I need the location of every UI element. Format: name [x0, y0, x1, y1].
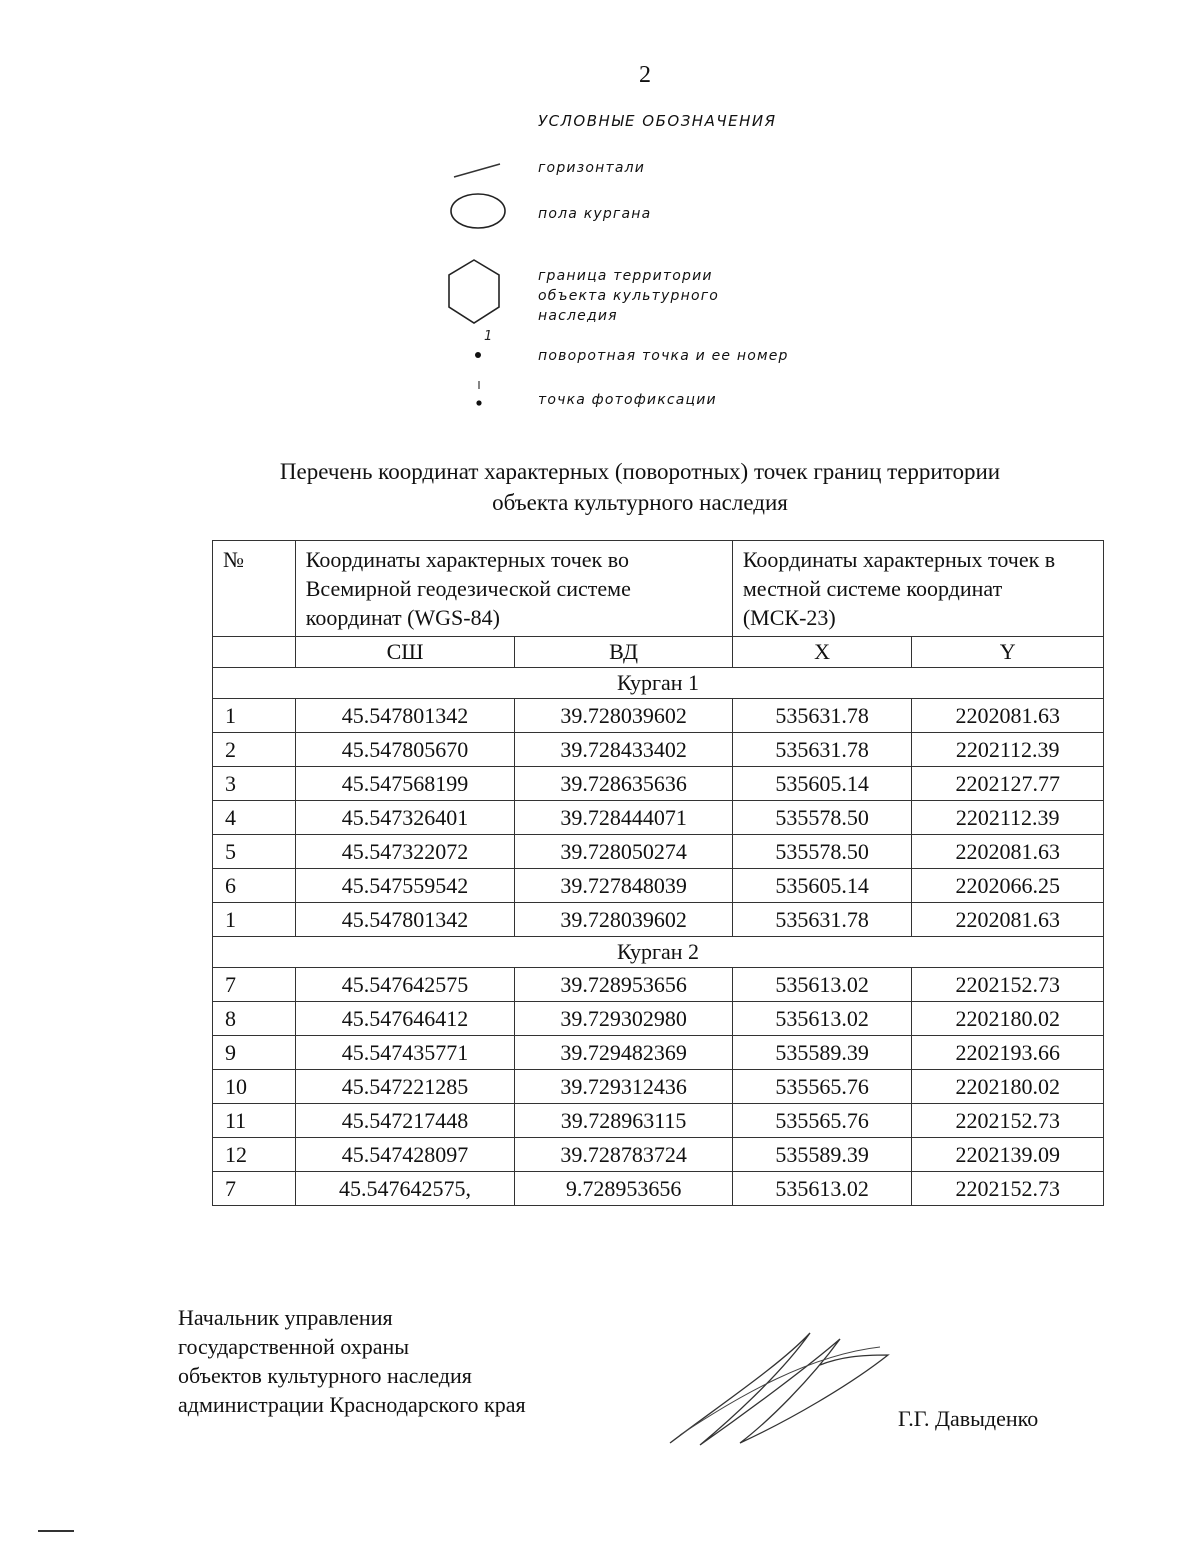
longitude-cell: 39.728433402: [515, 733, 733, 767]
ellipse-icon: [448, 190, 508, 232]
signatory-line: Начальник управления: [178, 1305, 393, 1330]
latitude-cell: 45.547642575,: [295, 1172, 515, 1206]
longitude-cell: 39.728039602: [515, 699, 733, 733]
table-row: [213, 1138, 1104, 1172]
point-number: 11: [213, 1104, 296, 1138]
table-row: [213, 968, 1104, 1002]
longitude-cell: 9.728953656: [515, 1172, 733, 1206]
longitude-cell: 39.729302980: [515, 1002, 733, 1036]
photo-point-icon: [470, 378, 490, 412]
table-row: [213, 1172, 1104, 1206]
longitude-cell: 39.728963115: [515, 1104, 733, 1138]
point-number: 12: [213, 1138, 296, 1172]
y-cell: 2202127.77: [912, 767, 1104, 801]
y-cell: 2202152.73: [912, 1104, 1104, 1138]
y-cell: 2202112.39: [912, 801, 1104, 835]
header-msk23: Координаты характерных точек в местной системе координат (МСК-23): [732, 541, 1103, 637]
y-cell: 2202152.73: [912, 1172, 1104, 1206]
y-cell: 2202066.25: [912, 869, 1104, 903]
longitude-cell: 39.729482369: [515, 1036, 733, 1070]
subheader-y: Y: [912, 637, 1104, 668]
x-cell: 535631.78: [732, 903, 912, 937]
subheader-empty: [213, 637, 296, 668]
x-cell: 535565.76: [732, 1104, 912, 1138]
subheader-x: X: [732, 637, 912, 668]
latitude-cell: 45.547221285: [295, 1070, 515, 1104]
table-row: [213, 801, 1104, 835]
subheader-latitude: СШ: [295, 637, 515, 668]
legend-item-turning-point: поворотная точка и ее номер: [538, 348, 789, 364]
legend-title: УСЛОВНЫЕ ОБОЗНАЧЕНИЯ: [538, 112, 777, 130]
signatory-name: Г.Г. Давыденко: [898, 1406, 1039, 1431]
latitude-cell: 45.547428097: [295, 1138, 515, 1172]
point-number: 4: [213, 801, 296, 835]
document-title-line-1: Перечень координат характерных (поворотных) точек границ территории: [279, 459, 1001, 484]
document-title: [190, 456, 1090, 518]
x-cell: 535589.39: [732, 1036, 912, 1070]
point-number: 10: [213, 1070, 296, 1104]
contour-line-icon: [452, 160, 502, 180]
table-row: [213, 699, 1104, 733]
point-number: 2: [213, 733, 296, 767]
latitude-cell: 45.547801342: [295, 903, 515, 937]
y-cell: 2202180.02: [912, 1070, 1104, 1104]
group-name: Курган 2: [213, 937, 1104, 968]
longitude-cell: 39.729312436: [515, 1070, 733, 1104]
table-row: [213, 869, 1104, 903]
point-number: 7: [213, 1172, 296, 1206]
point-number: 6: [213, 869, 296, 903]
longitude-cell: 39.728444071: [515, 801, 733, 835]
x-cell: 535578.50: [732, 801, 912, 835]
longitude-cell: 39.728635636: [515, 767, 733, 801]
latitude-cell: 45.547801342: [295, 699, 515, 733]
table-subheader-row: [213, 637, 1104, 668]
turning-point-icon: [468, 328, 498, 362]
page-number: 2: [639, 62, 651, 88]
y-cell: 2202193.66: [912, 1036, 1104, 1070]
point-number: 8: [213, 1002, 296, 1036]
point-number: 1: [213, 903, 296, 937]
x-cell: 535631.78: [732, 733, 912, 767]
table-row: [213, 733, 1104, 767]
latitude-cell: 45.547805670: [295, 733, 515, 767]
longitude-cell: 39.728050274: [515, 835, 733, 869]
longitude-cell: 39.727848039: [515, 869, 733, 903]
y-cell: 2202180.02: [912, 1002, 1104, 1036]
y-cell: 2202152.73: [912, 968, 1104, 1002]
x-cell: 535565.76: [732, 1070, 912, 1104]
corner-mark: [38, 1530, 74, 1532]
table-row: [213, 1036, 1104, 1070]
point-number: 3: [213, 767, 296, 801]
point-number: 5: [213, 835, 296, 869]
point-number: 1: [213, 699, 296, 733]
x-cell: 535589.39: [732, 1138, 912, 1172]
y-cell: 2202139.09: [912, 1138, 1104, 1172]
subheader-longitude: ВД: [515, 637, 733, 668]
signatory-position: [178, 1303, 526, 1419]
y-cell: 2202081.63: [912, 835, 1104, 869]
group-row: [213, 668, 1104, 699]
document-title-line-2: объекта культурного наследия: [492, 490, 788, 515]
latitude-cell: 45.547646412: [295, 1002, 515, 1036]
x-cell: 535578.50: [732, 835, 912, 869]
latitude-cell: 45.547435771: [295, 1036, 515, 1070]
signatory-line: объектов культурного наследия: [178, 1363, 472, 1388]
legend-item-mound-base: пола кургана: [538, 206, 652, 222]
x-cell: 535613.02: [732, 1002, 912, 1036]
header-wgs84: Координаты характерных точек во Всемирной геодезической системе координат (WGS-84): [295, 541, 732, 637]
group-name: Курган 1: [213, 668, 1104, 699]
table-row: [213, 903, 1104, 937]
table-row: [213, 767, 1104, 801]
x-cell: 535631.78: [732, 699, 912, 733]
longitude-cell: 39.728953656: [515, 968, 733, 1002]
table-row: [213, 835, 1104, 869]
latitude-cell: 45.547326401: [295, 801, 515, 835]
table-row: [213, 1104, 1104, 1138]
legend-item-boundary: граница территории объекта культурного наследия: [538, 268, 720, 324]
header-number: №: [213, 541, 296, 637]
x-cell: 535605.14: [732, 767, 912, 801]
x-cell: 535613.02: [732, 968, 912, 1002]
legend-item-contours: горизонтали: [538, 160, 646, 176]
point-number: 7: [213, 968, 296, 1002]
group-row: [213, 937, 1104, 968]
legend-item-photo-point: точка фотофиксации: [538, 392, 717, 408]
longitude-cell: 39.728039602: [515, 903, 733, 937]
latitude-cell: 45.547642575: [295, 968, 515, 1002]
longitude-cell: 39.728783724: [515, 1138, 733, 1172]
turning-point-marker: 1: [484, 329, 493, 344]
latitude-cell: 45.547559542: [295, 869, 515, 903]
coordinates-table: [212, 540, 1104, 1206]
y-cell: 2202081.63: [912, 903, 1104, 937]
latitude-cell: 45.547568199: [295, 767, 515, 801]
table-row: [213, 1002, 1104, 1036]
y-cell: 2202081.63: [912, 699, 1104, 733]
x-cell: 535613.02: [732, 1172, 912, 1206]
handwritten-signature: [660, 1325, 900, 1455]
table-row: [213, 1070, 1104, 1104]
signatory-line: администрации Краснодарского края: [178, 1392, 526, 1417]
signatory-line: государственной охраны: [178, 1334, 410, 1359]
point-number: 9: [213, 1036, 296, 1070]
latitude-cell: 45.547217448: [295, 1104, 515, 1138]
y-cell: 2202112.39: [912, 733, 1104, 767]
latitude-cell: 45.547322072: [295, 835, 515, 869]
table-header-row: [213, 541, 1104, 637]
x-cell: 535605.14: [732, 869, 912, 903]
hexagon-icon: [444, 256, 504, 328]
